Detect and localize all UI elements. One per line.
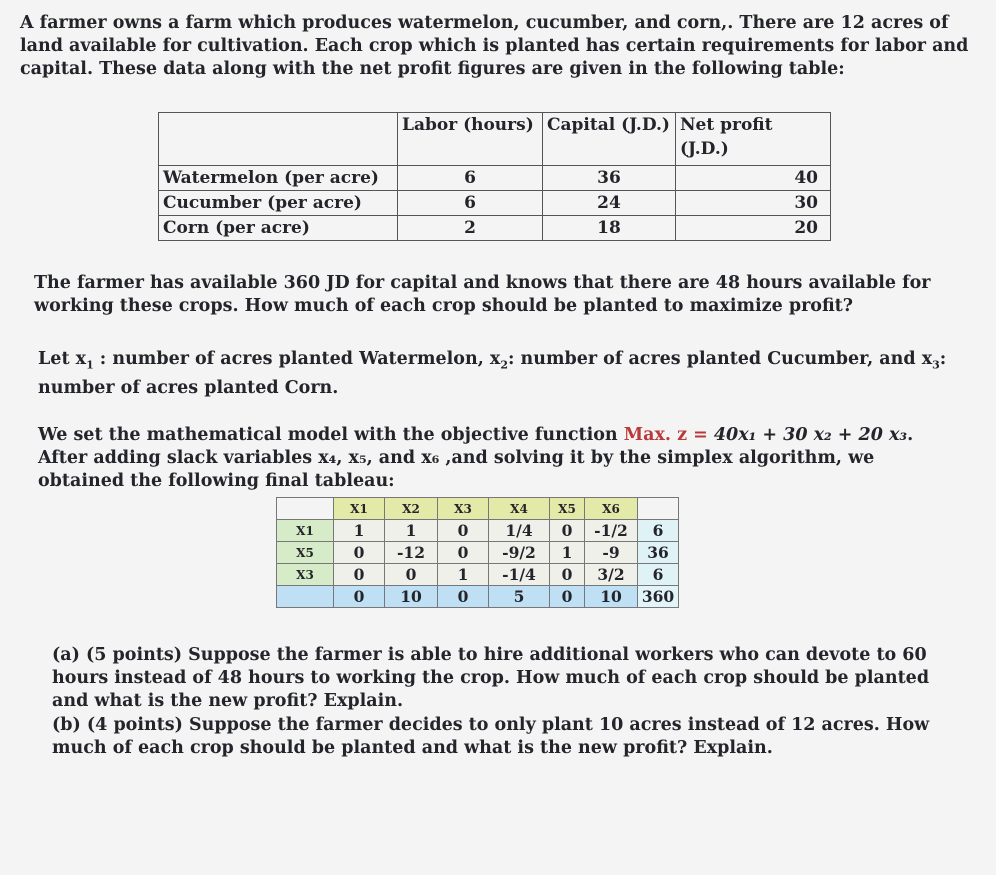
letdef-sub-2: 2 [500,358,508,372]
tableau-cell: 10 [585,586,638,608]
capital-value: 24 [543,191,676,216]
tableau-corner [277,498,334,520]
model-description [38,424,958,493]
objective-label: Max. z = [623,425,714,445]
header-labor: Labor (hours) [398,113,543,166]
tableau-cell: 0 [438,520,489,542]
letdef-sub-1: 1 [86,358,94,372]
labor-value: 6 [398,191,543,216]
col-header: X5 [550,498,585,520]
letdef-text-3: : number of acres planted Cucumber, and x [507,349,933,369]
labor-value: 2 [398,216,543,241]
table-row [277,520,679,542]
header-capital: Capital (J.D.) [543,113,676,166]
model-text-2: . After adding slack variables x₄, x₅, and x₆ ,and solving it by the simplex algorithm, we obtained the following final tableau: [38,425,914,491]
tableau-header-row [277,498,679,520]
table-row [159,216,831,241]
tableau-cell: 1/4 [489,520,550,542]
tableau-rhs: 6 [638,520,679,542]
tableau-cell: 1 [334,520,385,542]
objective-expression: 40x₁ + 30 x₂ + 20 x₃ [713,425,908,445]
tableau-cell: 0 [438,586,489,608]
letdef-text-1: Let x [38,349,87,369]
col-header: X3 [438,498,489,520]
header-profit: Net profit (J.D.) [676,113,831,166]
tableau-cell: -1/2 [585,520,638,542]
row-label: Cucumber (per acre) [159,191,398,216]
tableau-cell: 10 [385,586,438,608]
problem-question: The farmer has available 360 JD for capital and knows that there are 48 hours available for working these crops. How much of each crop should be planted to maximize profit? [34,273,931,316]
model-text-1: We set the mathematical model with the objective function [38,425,624,445]
col-header: X4 [489,498,550,520]
objective-row-label [277,586,334,608]
tableau-cell: -9 [585,542,638,564]
tableau-rhs: 360 [638,586,679,608]
profit-value: 40 [676,166,831,191]
basis-label: X3 [277,564,334,586]
crop-requirements-table [158,112,831,241]
tableau-cell: 5 [489,586,550,608]
tableau-cell: 0 [334,564,385,586]
table-row [159,191,831,216]
row-label: Watermelon (per acre) [159,166,398,191]
basis-label: X1 [277,520,334,542]
tableau-cell: -1/4 [489,564,550,586]
tableau-cell: 0 [550,520,585,542]
tableau-rhs: 6 [638,564,679,586]
col-header: X6 [585,498,638,520]
tableau-cell: 1 [550,542,585,564]
basis-label: X5 [277,542,334,564]
letdef-text-2: : number of acres planted Watermelon, x [93,349,501,369]
table-header-row [159,113,831,166]
tableau-cell: 1 [438,564,489,586]
row-label: Corn (per acre) [159,216,398,241]
header-empty [159,113,398,166]
tableau-cell: 0 [550,586,585,608]
tableau-cell: 0 [334,586,385,608]
problem-intro: A farmer owns a farm which produces watermelon, cucumber, and corn,. There are 12 acres of land available for cultivation. Each crop which is planted has certain requirements for labor and capital. These data along with the net profit figures are given in the following table: [20,13,969,79]
col-header: X2 [385,498,438,520]
col-header: X1 [334,498,385,520]
letdef-text-4: : number of acres planted Corn. [38,349,947,398]
profit-value: 30 [676,191,831,216]
part-b-question: (b) (4 points) Suppose the farmer decides to only plant 10 acres instead of 12 acres. How much of each crop should be planted and what is the new profit? Explain. [52,715,930,758]
variable-definitions [38,348,968,400]
table-row [277,542,679,564]
simplex-final-tableau [276,497,679,608]
tableau-cell: 1 [385,520,438,542]
tableau-cell: 3/2 [585,564,638,586]
rhs-header [638,498,679,520]
tableau-rhs: 36 [638,542,679,564]
capital-value: 36 [543,166,676,191]
part-a-question: (a) (5 points) Suppose the farmer is able to hire additional workers who can devote to 60 hours instead of 48 hours to working the crop. How much of each crop should be planted and what is the new profit? Explain. [52,645,930,711]
letdef-sub-3: 3 [932,358,940,372]
tableau-cell: 0 [385,564,438,586]
table-row [277,586,679,608]
table-row [159,166,831,191]
table-row [277,564,679,586]
tableau-cell: 0 [438,542,489,564]
profit-value: 20 [676,216,831,241]
tableau-cell: 0 [334,542,385,564]
tableau-cell: -12 [385,542,438,564]
capital-value: 18 [543,216,676,241]
tableau-cell: 0 [550,564,585,586]
labor-value: 6 [398,166,543,191]
tableau-cell: -9/2 [489,542,550,564]
